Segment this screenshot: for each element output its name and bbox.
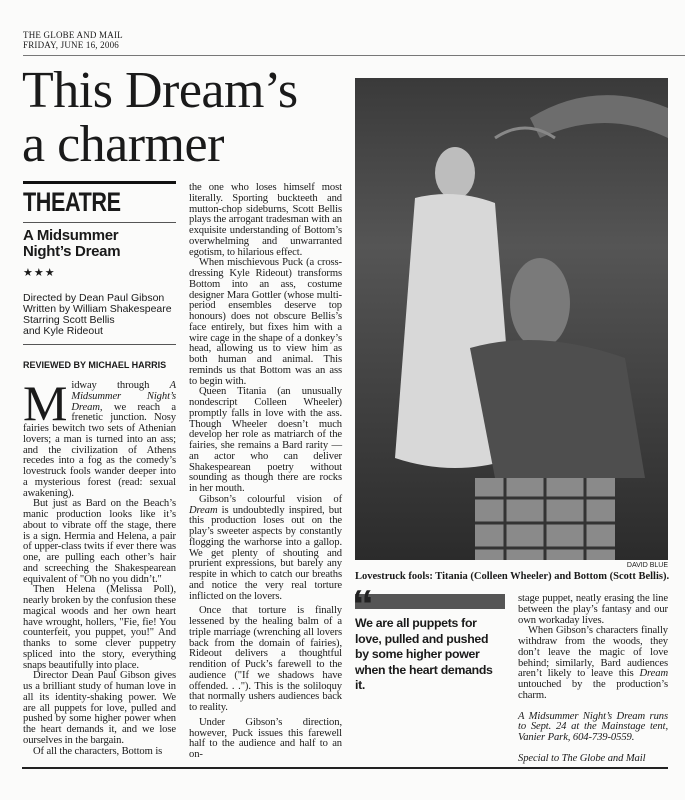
section-label: THEATRE (23, 187, 121, 217)
newspaper-name: THE GLOBE AND MAIL (23, 30, 123, 40)
divider (23, 222, 176, 223)
text: Gibson’s colourful vision of (199, 493, 342, 505)
text: we reach a frenetic junction. Nosy fairies bewitch two sets of Athenian lovers; a man is turned into an ass; and the civilization of Athens recedes into a fog as the comedy’s lovestruck fools wander deeper into a mysterious forest (read: sexual awakening). (23, 401, 176, 499)
photo-illustration (355, 78, 668, 560)
paragraph: But just as Bard on the Beach’s manic production looks like it’s about to vibrate off the stage, there is a sign. Hermia and Helena, a pair of upper-class twits if ever there was one, are pulling each other’s hair and screeching the Shakespearean equivalent of "Oh no you didn’t." (23, 498, 176, 585)
headline (22, 64, 298, 172)
top-rule (23, 55, 685, 56)
paragraph (518, 626, 668, 701)
headline-line-2: a charmer (22, 116, 224, 173)
paragraph: When mischievous Puck (a cross-dressing Kyle Rideout) transforms Bottom into an ass, costume designer Mara Gottler (whose multi-period ensembles deserve top honours) does not obscure Bellis’s face entirely, but fixes him with a wire cage in the shape of a donkey’s head, allowing us to view him as both human and animal. This reminds us that Bottom was an ass to begin with. (189, 257, 342, 387)
photo-credit: DAVID BLUE (626, 562, 668, 569)
column-1 (23, 181, 176, 757)
umbrella-shape (530, 95, 668, 138)
play-title-italic: Dream (189, 504, 218, 516)
article-body-col-3 (518, 594, 668, 765)
photo-caption: Lovestruck fools: Titania (Colleen Wheeler) and Bottom (Scott Bellis). (355, 571, 670, 582)
text: idway through (71, 380, 170, 391)
bottom-rule (22, 767, 668, 769)
pullquote: We are all puppets for love, pulled and pushed by some higher power when the heart demands it. (355, 616, 493, 692)
paragraph: stage puppet, neatly erasing the line between the play’s fantasy and our own workaday lives. (518, 593, 668, 626)
star-rating: ★★★ (23, 267, 56, 279)
bottom-costume (470, 340, 645, 478)
credits (23, 293, 176, 337)
text: untouched by the production’s charm. (518, 679, 668, 701)
pullquote-bar (355, 594, 505, 609)
article-body-col-2 (189, 183, 342, 761)
paragraph: Director Dean Paul Gibson gives us a brilliant study of human love in all its identity-shaking power. We are all puppets for love, pulled and pushed by some higher power when the heart demands it, and we lose ourselves in the bargain. (23, 670, 176, 746)
drop-cap: M (23, 375, 68, 431)
paragraph: the one who loses himself most literally. Sporting buckteeth and mutton-chop sideburns, Scott Bellis plays the arrogant tradesman with an exquisite understanding of Bottom’s overwhelming and unwarranted egotism, to hilarious effect. (189, 182, 342, 258)
play-title-italic: Dream (639, 668, 668, 680)
paragraph: Under Gibson’s direction, however, Puck issues this farewell half to the audience and half to an on- (189, 716, 342, 760)
text: is undoubtedly inspired, but this production loses out on the play’s sweeter aspects by constantly flogging the warhorse into a gallop. We get plenty of shouting and prurient expressions, but barely any respite in which to catch our breaths and notice the very real torture inflicted on the lovers. (189, 504, 342, 602)
credit-line: Directed by Dean Paul Gibson (23, 292, 165, 304)
divider (23, 344, 176, 345)
masthead (23, 30, 123, 50)
text: When Gibson’s characters finally withdraw from the woods, they don’t leave the magic of love behind; similarly, Bard audiences aren’t likely to leave this (518, 625, 668, 680)
article-body-col-1 (23, 375, 176, 757)
paragraph (23, 375, 176, 499)
byline: REVIEWED BY MICHAEL HARRIS (23, 360, 167, 370)
paragraph: Once that torture is finally lessened by the healing balm of a triple marriage (wrenching all lovers back from the domain of fairies), Rideout delivers a thoughtful rendition of Puck’s farewell to the audience ("If we shadows have offended. . ."). This is the soliloquy that normally ushers audiences back to reality. (189, 605, 342, 713)
credit-line: Starring Scott Bellis (23, 314, 115, 326)
credit-line: Written by William Shakespeare (23, 303, 172, 315)
paragraph: Then Helena (Melissa Poll), nearly broken by the confusion these magical woods and her own heart have wrought, hollers, "Fie, fie! You counterfeit, you puppet, you!" And thanks to some clever puppetry spliced into the story, everything snaps beautifully into place. (23, 584, 176, 671)
donkey-head-cage (510, 258, 570, 348)
headline-line-1: This Dream’s (22, 62, 298, 119)
play-title-italic: A Midsummer Night’s Dream, (71, 380, 176, 413)
section-rule (23, 181, 176, 184)
paragraph (189, 495, 342, 603)
paragraph: Queen Titania (an unusually nondescript Colleen Wheeler) promptly falls in love with the ass. Though Wheeler doesn’t much develop her role as matriarch of the fairies, she remains a Bard rarity — an actor who can deliver Shakespearean poetry without sounding as though there are rocks in her mouth. (189, 386, 342, 494)
paragraph: Of all the characters, Bottom is (33, 745, 163, 757)
production-photo (355, 78, 668, 560)
special-note: Special to The Globe and Mail (518, 752, 646, 764)
quote-mark-icon: “ (352, 581, 374, 630)
run-info: A Midsummer Night’s Dream runs to Sept. 24 at the Mainstage tent, Vanier Park, 604-739-0559. (518, 710, 668, 743)
credit-line: and Kyle Rideout (23, 325, 103, 337)
titania-face (435, 147, 475, 199)
publication-date: FRIDAY, JUNE 16, 2006 (23, 40, 119, 50)
play-title: A Midsummer Night’s Dream (23, 227, 121, 260)
